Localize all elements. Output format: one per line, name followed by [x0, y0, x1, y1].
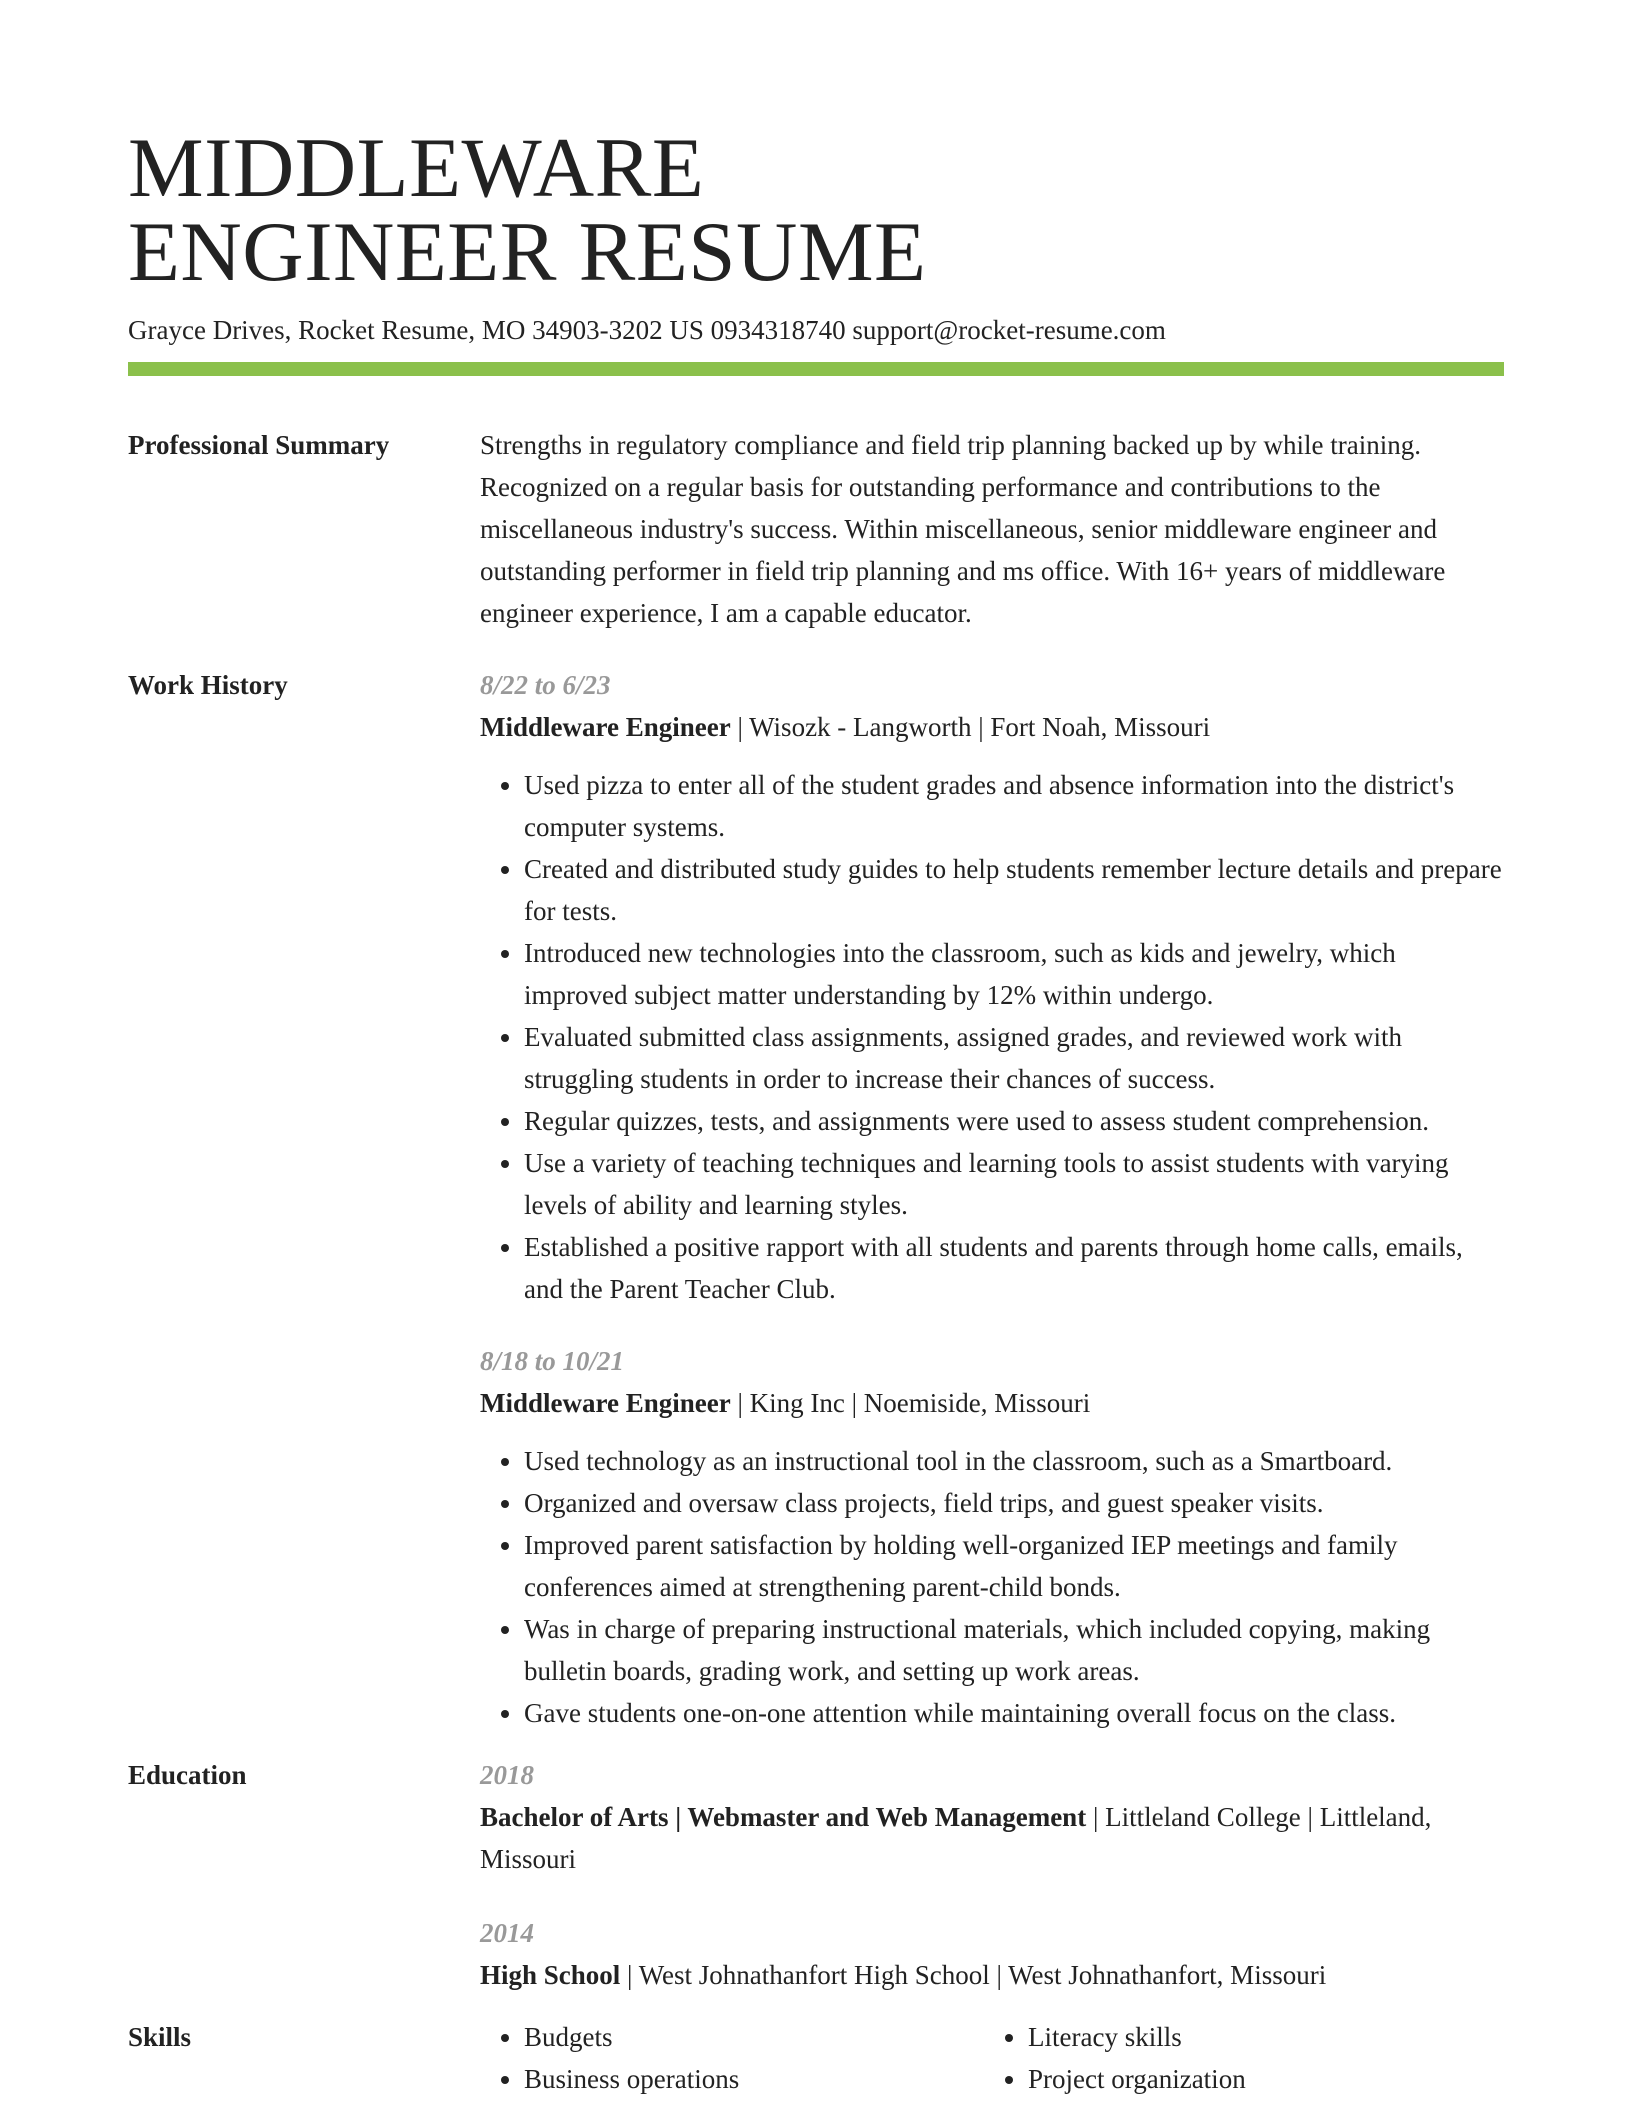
skills-section: [128, 2016, 1504, 2100]
job-details: | Wisozk - Langworth | Fort Noah, Missouri: [730, 712, 1211, 742]
list-item: • Used technology as an instructional tool in the classroom, such as a Smartboard.: [524, 1440, 1504, 1482]
work-history-label: Work History: [128, 670, 288, 700]
list-item: • Use a variety of teaching techniques and learning tools to assist students with varying levels of ability and learning styles.: [524, 1142, 1504, 1226]
title-line-2: ENGINEER RESUME: [128, 205, 927, 299]
work-history-section: [128, 664, 1504, 1734]
job-entry: [480, 664, 1504, 1310]
skills-body: [480, 2016, 1504, 2100]
education-degree-line: [480, 1954, 1504, 1996]
list-item: • Organized and oversaw class projects, field trips, and guest speaker visits.: [524, 1482, 1504, 1524]
job-entry: [480, 1340, 1504, 1734]
list-item: • Evaluated submitted class assignments, assigned grades, and reviewed work with struggling students in order to increase their chances of success.: [524, 1016, 1504, 1100]
list-item: • Used pizza to enter all of the student grades and absence information into the district's computer systems.: [524, 764, 1504, 848]
list-item: • Business operations: [524, 2058, 984, 2100]
skills-list-left: [480, 2016, 984, 2100]
list-item: • Regular quizzes, tests, and assignments were used to assess student comprehension.: [524, 1100, 1504, 1142]
job-role: [480, 706, 1504, 748]
education-details: | Littleland College | Littleland, Missouri: [480, 1802, 1432, 1874]
list-item: • Gave students one-on-one attention while maintaining overall focus on the class.: [524, 1692, 1504, 1734]
education-details: | West Johnathanfort High School | West Johnathanfort, Missouri: [620, 1960, 1327, 1990]
list-item: • Created and distributed study guides to help students remember lecture details and prepare for tests.: [524, 848, 1504, 932]
education-entry: [480, 1912, 1504, 1996]
job-role: [480, 1382, 1504, 1424]
job-bullets: [480, 764, 1504, 1310]
education-body: [480, 1754, 1504, 1996]
skills-label: Skills: [128, 2022, 192, 2052]
contact-info: Grayce Drives, Rocket Resume, MO 34903-3202 US 0934318740 support@rocket-resume.com: [128, 315, 1166, 345]
list-item: • Introduced new technologies into the classroom, such as kids and jewelry, which improved subject matter understanding by 12% within undergo.: [524, 932, 1504, 1016]
skills-columns: [480, 2016, 1504, 2100]
list-item: • Literacy skills: [1028, 2016, 1488, 2058]
job-bullets: [480, 1440, 1504, 1734]
title-line-1: MIDDLEWARE: [128, 121, 705, 215]
education-year: 2014: [480, 1918, 534, 1948]
resume-page: [128, 121, 1504, 2100]
job-dates: 8/18 to 10/21: [480, 1346, 625, 1376]
list-item: • Was in charge of preparing instructional materials, which included copying, making bulletin boards, grading work, and setting up work areas.: [524, 1608, 1504, 1692]
job-dates: 8/22 to 6/23: [480, 670, 611, 700]
job-details: | King Inc | Noemiside, Missouri: [730, 1388, 1091, 1418]
list-item: • Budgets: [524, 2016, 984, 2058]
education-section: [128, 1754, 1504, 1996]
job-title: Middleware Engineer: [480, 1388, 731, 1418]
education-entry: [480, 1754, 1504, 1880]
work-history-body: [480, 664, 1504, 1734]
skills-list-right: [984, 2016, 1488, 2100]
list-item: • Established a positive rapport with all students and parents through home calls, emails, and the Parent Teacher Club.: [524, 1226, 1504, 1310]
education-degree: Bachelor of Arts | Webmaster and Web Management: [480, 1802, 1087, 1832]
summary-section: [128, 424, 1504, 634]
education-year: 2018: [480, 1760, 534, 1790]
summary-text: Strengths in regulatory compliance and field trip planning backed up by while training. Recognized on a regular basis for outstanding performance and contributions to the miscellaneous industry's success. Within miscellaneous, senior middleware engineer and outstanding performer in field trip planning and ms office. With 16+ years of middleware engineer experience, I am a capable educator.: [480, 430, 1446, 628]
education-degree: High School: [480, 1960, 621, 1990]
job-title: Middleware Engineer: [480, 712, 731, 742]
list-item: • Project organization: [1028, 2058, 1488, 2100]
education-label: Education: [128, 1760, 247, 1790]
resume-title: [128, 121, 1504, 299]
list-item: • Improved parent satisfaction by holding well-organized IEP meetings and family conferences aimed at strengthening parent-child bonds.: [524, 1524, 1504, 1608]
summary-label: Professional Summary: [128, 430, 390, 460]
education-degree-line: [480, 1796, 1504, 1880]
accent-divider: [128, 362, 1504, 376]
